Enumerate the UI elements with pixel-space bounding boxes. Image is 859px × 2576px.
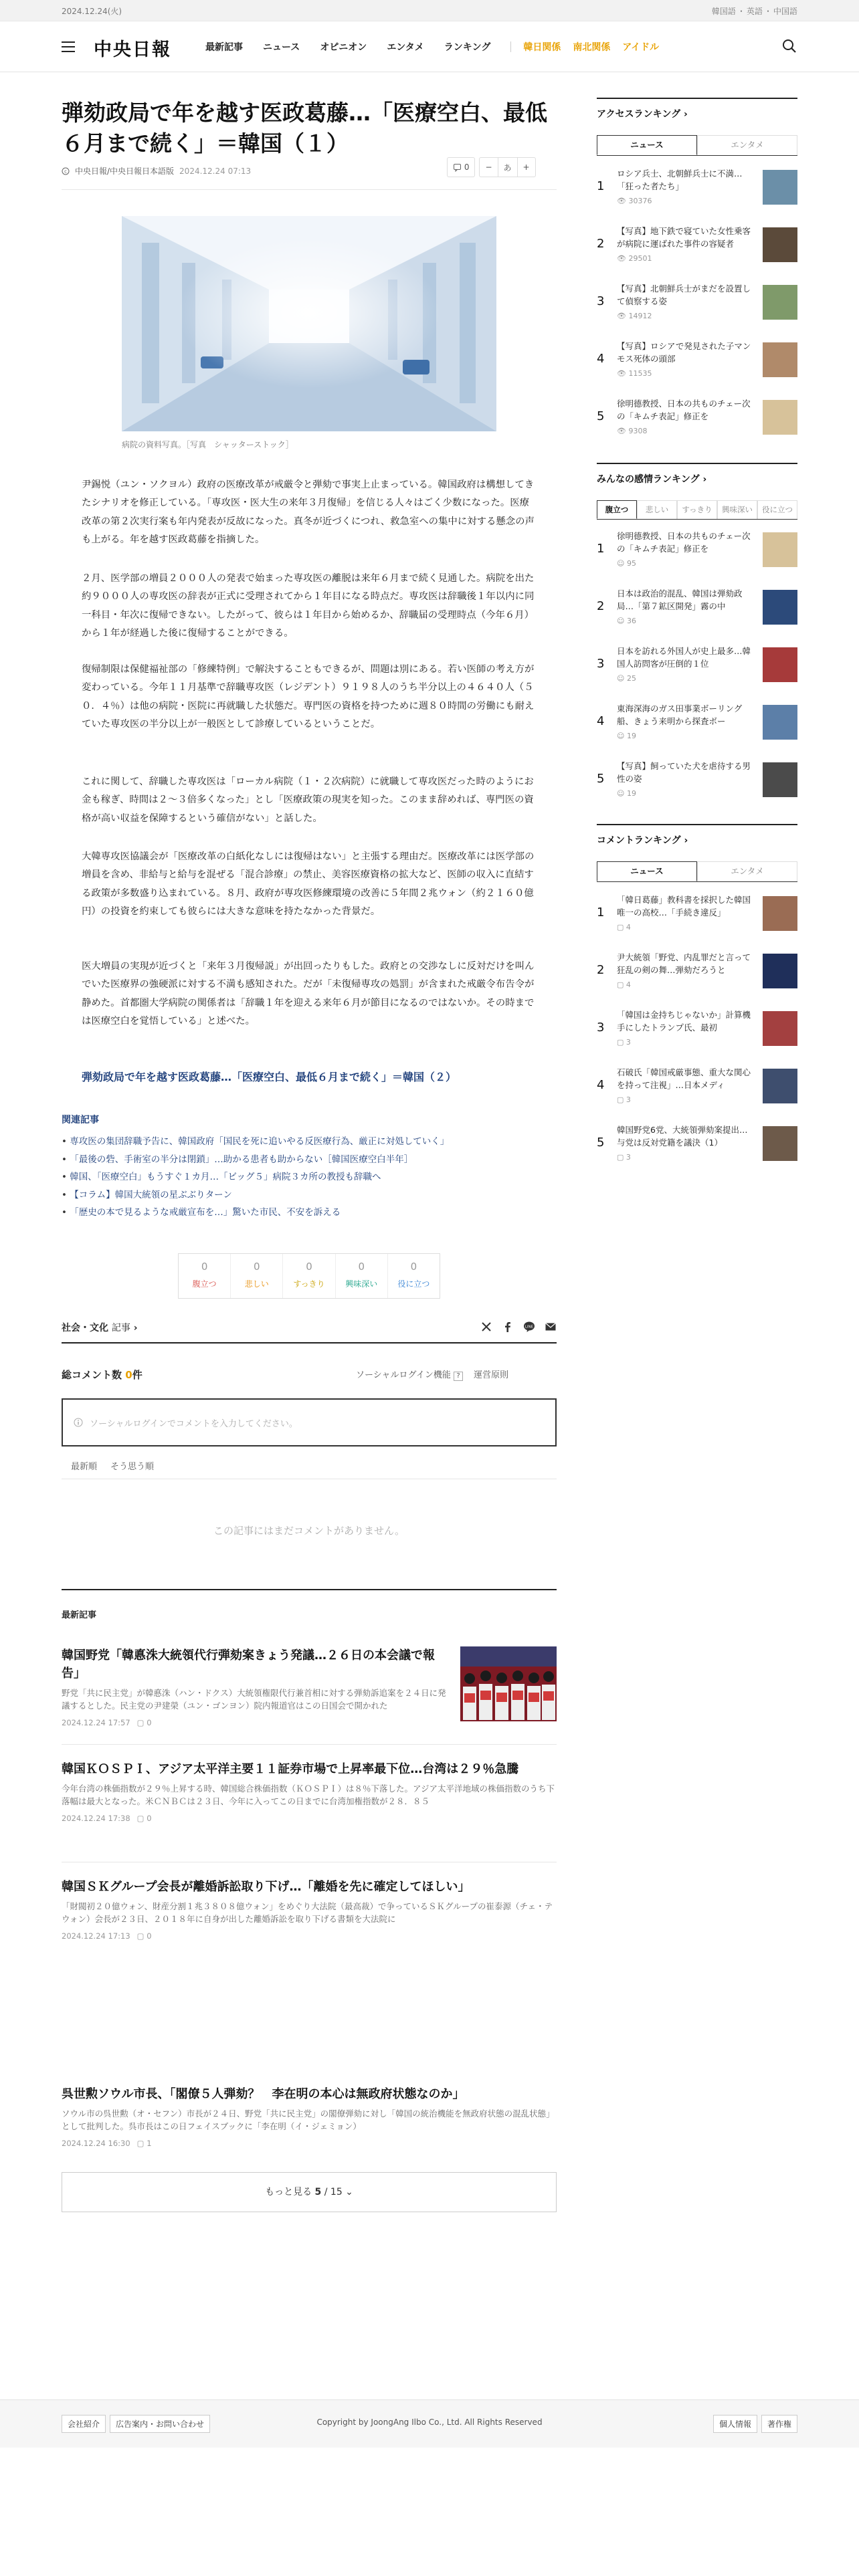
ranking-item[interactable]: 3 日本を訪れる外国人が史上最多…韓国人訪問客が圧倒的１位 ☺ 25 (597, 642, 797, 689)
article-paragraph: 医大増員の実現が近づくと「来年３月復帰説」が出回ったりもした。政府との交渉なしに反対だけを叫んでいた医療界の強硬派に対する不満も感知された。だが「未復帰専攻の処罰」が含まれた戒厳令布告令が静めた。首都圏大学病院の関係者は「辞職１年を迎える来年６月が節目になるのではないか。その時までは医療空白を覚悟している」と述べた。 (82, 961, 535, 1027)
tab-relieved[interactable]: すっきり (677, 500, 717, 519)
article-paragraph: 尹錫悦（ユン・ソクヨル）政府の医療改革が戒厳令と弾劾で事実上止まっている。韓国政府は構想してきたシナリオを修正している。「専攻医・医大生の来年３月復帰」を信じる人々はごく少数になった。医療改革の第２次実行案も年内発表が反故になった。真冬が近づくにつれ、救急室への集中に対する懸念の声も上がる。年を越す医政葛藤を指摘した。 (82, 479, 535, 546)
latest-article-summary: 「財閥初２０億ウォン、財産分割１兆３８０８億ウォン」をめぐり大法院（最高裁）で争っているＳＫグループの崔泰源（チェ・テウォン）会長が２３日、２０１８年に自身が出した離婚訴訟を取り下げる書類を大法院に (62, 1901, 553, 1925)
comment-icon: ▢ 0 (136, 1931, 152, 1941)
comment-icon: ▢ 1 (136, 2138, 152, 2148)
reaction-panel (178, 1253, 440, 1299)
info-icon (74, 1418, 83, 1427)
ranking-item[interactable]: 4 【写真】ロシアで発見された子マンモス死体の頭部 👁 11535 (597, 337, 797, 384)
ranking-item[interactable]: 1 徐明德教授、日本の共ものチェー次の「キムチ表記」修正を ☺ 95 (597, 527, 797, 574)
latest-article-headline: 韓国ＫＯＳＰＩ、アジア太平洋主要１１証券市場で上昇率最下位…台湾は２９％急騰 (62, 1762, 519, 1776)
comment-placeholder: ソーシャルログインでコメントを入力してください。 (90, 1418, 298, 1429)
latest-divider (62, 1744, 557, 1745)
article-paragraph: これに関して、辞職した専攻医は「ローカル病院（１・２次病院）に就職して専攻医だった時のようにお金も稼ぎ、時間は２〜３倍多くなった」とし「医療政策の現実を知った。このまま辞めれば、専門医の資格が高い収益を保障するという確信がない」と話した。 (82, 776, 534, 824)
language-links: 韓国語 ・ 英語 ・ 中国語 (711, 7, 797, 16)
latest-article[interactable]: 韓国ＫＯＳＰＩ、アジア太平洋主要１１証券市場で上昇率最下位…台湾は２９％急騰 今年台湾の株価指数が２９％上昇する時、韓国総合株価指数（ＫＯＳＰＩ）は８％下落した。アジア太平洋地域の株価指数のうち下落幅は最大となった。米ＣＮＢＣは２３日、今年に入ってこの日までに台湾加権指数が２８．８５ 2024.12.24 17:38 ▢ 0 (62, 1760, 557, 1823)
comment-input[interactable] (62, 1398, 557, 1446)
latest-article-headline: 韓国野党「韓悳洙大統領代行弾劾案きょう発議…２６日の本会議で報告」 (62, 1648, 435, 1681)
sort-agree[interactable]: そう思う順 (110, 1462, 155, 1472)
tab-interesting[interactable]: 興味深い (717, 500, 757, 519)
reaction-sad-button[interactable]: 0 悲しい (231, 1254, 283, 1298)
ranking-item[interactable]: 3 「韓国は金持ちじゃないか」計算機手にしたトランプ氏、最初 ▢ 3 (597, 1006, 797, 1053)
reaction-useful-button[interactable]: 0 役に立つ (397, 1261, 430, 1289)
lang-korean[interactable]: 韓国語 (711, 7, 736, 16)
font-size-control (479, 157, 535, 177)
related-link[interactable]: 韓国、「医療空白」もうすぐ１カ月…「ビッグ５」病院３カ所の教授も辞職へ (70, 1172, 381, 1183)
article-title: 弾劾政局で年を越す医政葛藤…「医療空白、最低６月まで続く」＝韓国（１） (62, 100, 547, 156)
tab-sad[interactable]: 悲しい (637, 500, 677, 519)
related-link[interactable]: 「最後の砦、手術室の半分は閉鎖」…助かる患者も助からない［韓国医療空白半年］ (70, 1154, 413, 1165)
nav-ranking[interactable]: ランキング (444, 42, 491, 53)
latest-article[interactable]: 呉世勲ソウル市長、「閣僚５人弾劾？ 李在明の本心は無政府状態なのか」 ソウル市の呉世勲（オ・セフン）市長が２４日、野党「共に民主党」の閣僚弾劾に対し「韓国の統治機能を無政府状態の混乱状態」として批判した。呉市長はこの日フェイスブックに「李在明（イ・ジェミョン） 2024.12.24 16:30 ▢ 1 (62, 2085, 557, 2148)
nav-korea-japan[interactable]: 韓日関係 (523, 42, 561, 53)
no-comments-message: この記事にはまだコメントがありません。 (213, 1525, 405, 1537)
article-photo (122, 216, 496, 431)
svg-text:LINE: LINE (524, 1325, 534, 1329)
latest-article[interactable]: 韓国野党「韓悳洙大統領代行弾劾案きょう発議…２６日の本会議で報告」 野党「共に民主党」が韓悳洙（ハン・ドクス）大統領権限代行兼首相に対する弾劾訴追案を２４日に発議するとした。民主党の尹建榮（ユン・ゴンヨン）院内報道官はこの日国会で開かれた 2024.12.24 17:57 ▢ 0 (62, 1646, 557, 1727)
copyright-text: Copyright by JoongAng Ilbo Co., Ltd. All Rights Reserved (316, 2418, 543, 2427)
nav-entertainment[interactable]: エンタメ (387, 42, 424, 53)
svg-text:c: c (64, 169, 67, 175)
nav-opinion[interactable]: オピニオン (320, 42, 367, 53)
related-list (62, 1133, 449, 1222)
comment-count-button[interactable]: 0 (447, 157, 475, 177)
related-title: 関連記事 (62, 1115, 99, 1125)
emotion-ranking-title[interactable]: みんなの感情ランキング › (597, 474, 707, 485)
related-link[interactable]: 専攻医の集団辞職予告に、韓国政府「国民を死に追いやる反医療行為、厳正に対処していく」 (70, 1136, 450, 1147)
copyright-icon (62, 167, 70, 175)
comment-ranking-title[interactable]: コメントランキング › (597, 835, 688, 846)
today-date: 2024.12.24(火) (62, 7, 122, 16)
related-link[interactable]: 「歴史の本で見るような戒厳宣布を…」驚いた市民、不安を訴える (70, 1207, 341, 1218)
tab-entertainment[interactable]: エンタメ (697, 135, 797, 155)
footer-privacy-link[interactable]: 個人情報 (713, 2415, 757, 2433)
category-link[interactable]: 社会・文化 記事 › (62, 1323, 138, 1333)
ranking-item[interactable]: 5 【写真】飼っていた犬を虐待する男性の姿 ☺ 19 (597, 757, 797, 804)
reaction-relieved-button[interactable]: 0 すっきり (283, 1254, 335, 1298)
article-paragraph: 復帰制限は保健福祉部の「修練特例」で解決することもできるが、問題は別にある。若い医師の考え方が変わっている。今年１１月基準で辞職専攻医（レジデント）９１９８人のうち半分以上の４６４０人（５０．４％）は他の病院・医院に再就職した状態だ。専門医の資格を持つために週８０時間の労働にも耐えていた専攻医の半分以上が一般医として診療しているということだ。 (82, 664, 535, 730)
line-share-icon[interactable] (523, 1321, 535, 1333)
comment-icon: ▢ 0 (136, 1813, 152, 1823)
nav-latest[interactable]: 最新記事 (205, 42, 243, 53)
latest-article-thumbnail (460, 1646, 557, 1721)
footer-company-link[interactable]: 会社紹介 (62, 2415, 106, 2433)
latest-article-summary: 野党「共に民主党」が韓悳洙（ハン・ドクス）大統領権限代行兼首相に対する弾劾訴追案を２４日に発議するとした。民主党の尹建榮（ユン・ゴンヨン）院内報道官はこの日国会で開かれた (62, 1688, 446, 1711)
tab-useful[interactable]: 役に立つ (757, 500, 797, 519)
latest-article-headline: 呉世勲ソウル市長、「閣僚５人弾劾？ 李在明の本心は無政府状態なのか」 (62, 2087, 465, 2101)
nav-divider (510, 41, 511, 52)
article-datetime: 2024.12.24 07:13 (179, 166, 252, 176)
comment-icon (453, 163, 462, 172)
share-buttons (480, 1321, 557, 1333)
ranking-item[interactable]: 1 ロシア兵士、北朝鮮兵士に不満…「狂った者たち」 👁 30376 (597, 165, 797, 211)
article-paragraph: ２月、医学部の増員２０００人の発表で始まった専攻医の離脱は来年６月まで続く見通した。病院を出た約９０００人の専攻医の辞表が正式に受理されてから１年目になる時点だ。専攻医は辞職後１年以内に同一科目・年次に復帰できない。したがって、彼らは１年目から始めるか、辞職届の受理時点（今年６月）から１年が経過した後に復帰することができる。 (82, 573, 535, 639)
reaction-angry-button[interactable]: 0 腹立つ (179, 1254, 231, 1298)
x-share-icon[interactable] (480, 1321, 492, 1333)
latest-article[interactable]: 韓国ＳＫグループ会長が離婚訴訟取り下げ…「離婚を先に確定してほしい」 「財閥初２０億ウォン、財産分割１兆３８０８億ウォン」をめぐり大法院（最高裁）で争っているＳＫグループの崔泰源（チェ・テウォン）会長が２３日、２０１８年に自身が出した離婚訴訟を取り下げる書類を大法院に 2024.12.24 17:13 ▢ 0 (62, 1878, 557, 1941)
latest-divider (62, 1589, 557, 1590)
comments-header (62, 1368, 557, 1382)
ranking-item[interactable]: 5 韓国野党6党、大統領弾劾案提出…与党は反対党籍を議決（1） ▢ 3 (597, 1121, 797, 1168)
sort-newest[interactable]: 最新順 (71, 1462, 98, 1472)
photo-caption: 病院の資料写真。［写真 シャッターストック］ (122, 440, 294, 449)
access-ranking-title[interactable]: アクセスランキング › (597, 109, 688, 120)
tab-news[interactable]: ニュース (597, 135, 697, 155)
comment-icon: ▢ 0 (136, 1717, 152, 1727)
next-part-link[interactable]: 弾劾政局で年を越す医政葛藤…「医療空白、最低６月まで続く」＝韓国（２） (82, 1071, 457, 1083)
nav-north-south[interactable]: 南北関係 (573, 42, 611, 53)
font-increase-button[interactable]: + (517, 158, 535, 177)
reaction-interesting-button[interactable]: 0 興味深い (336, 1254, 388, 1298)
social-login-label: ソーシャルログイン機能 ? (356, 1368, 463, 1382)
footer (0, 2399, 859, 2448)
search-icon[interactable] (781, 39, 797, 55)
comment-policy-link[interactable]: 運営原則 (473, 1370, 508, 1380)
ranking-item[interactable]: 2 尹大統領「野党、内乱罪だと言って狂乱の剣の舞…弾劾だろうと ▢ 4 (597, 948, 797, 995)
font-size-label: あ (498, 158, 517, 177)
category-row (62, 1321, 557, 1344)
comments-total: 総コメント数 0件 (62, 1369, 142, 1381)
font-decrease-button[interactable]: − (485, 163, 492, 172)
latest-title: 最新記事 (62, 1610, 97, 1620)
lang-english[interactable]: 英語 (746, 7, 763, 16)
facebook-share-icon[interactable] (502, 1321, 514, 1333)
nav-idol[interactable]: アイドル (622, 42, 660, 53)
top-bar (0, 0, 859, 21)
nav-news[interactable]: ニュース (263, 42, 300, 53)
comment-sort (71, 1459, 154, 1472)
main-nav (205, 40, 671, 53)
load-more-button[interactable]: もっと見る 5 / 15 ⌄ (62, 2172, 557, 2212)
ranking-item[interactable]: 3 【写真】北朝鮮兵士がまだを設置して偵察する姿 👁 14912 (597, 280, 797, 326)
ranking-item[interactable]: 5 徐明德教授、日本の共ものチェー次の「キムチ表記」修正を 👁 9308 (597, 395, 797, 441)
main-header (0, 21, 859, 72)
ranking-item[interactable]: 4 東海深海のガス田事業ボーリング船、きょう来明から探査ボー ☺ 19 (597, 700, 797, 746)
tab-news[interactable]: ニュース (597, 861, 697, 881)
tab-angry[interactable]: 腹立つ (597, 500, 637, 519)
footer-ad-link[interactable]: 広告案内・お問い合わせ (110, 2415, 210, 2433)
header-divider (62, 189, 557, 190)
latest-article-summary: ソウル市の呉世勲（オ・セフン）市長が２４日、野党「共に民主党」の閣僚弾劾に対し「韓国の統治機能を無政府状態の混乱状態」として批判した。呉市長はこの日フェイスブックに「李在明（イ・ジェミョン） (62, 2109, 555, 2132)
tab-entertainment[interactable]: エンタメ (697, 861, 797, 881)
lang-chinese[interactable]: 中国語 (773, 7, 797, 16)
mail-share-icon[interactable] (545, 1321, 557, 1333)
ranking-item[interactable]: 1 「韓日葛藤」教科書を採択した韓国唯一の高校…「手続き違反」 ▢ 4 (597, 891, 797, 938)
site-logo[interactable]: 中央日報 (94, 39, 171, 60)
article-paragraph: 大韓専攻医協議会が「医療改革の白紙化なしには復帰はない」と主張する理由だ。医療改革には医学部の増員を含め、非給与と給与を混ぜる「混合診療」の禁止、美容医療資格の拡大など、医師の収入に直結する政策が多数盛り込まれている。８月、政府が専攻医修練環境の改善に５年間２兆ウォン（約２１６０億円）の投資を約束しても彼らには大きな意味を持たなかった背景だ。 (82, 851, 535, 918)
article-tools (447, 157, 536, 177)
help-icon[interactable]: ? (454, 1372, 463, 1381)
article-source: 中央日報/中央日報日本語版 (75, 167, 175, 176)
related-link[interactable]: 【コラム】韓国大統領の星ぶぶりターン (70, 1189, 232, 1200)
latest-article-headline: 韓国ＳＫグループ会長が離婚訴訟取り下げ…「離婚を先に確定してほしい」 (62, 1880, 470, 1894)
byline (62, 165, 251, 177)
footer-copyright-link[interactable]: 著作権 (761, 2415, 797, 2433)
latest-article-summary: 今年台湾の株価指数が２９％上昇する時、韓国総合株価指数（ＫＯＳＰＩ）は８％下落した。アジア太平洋地域の株価指数のうち下落幅は最大となった。米ＣＮＢＣは２３日、今年に入ってこの日までに台湾加権指数が２８．８５ (62, 1784, 555, 1807)
ranking-item[interactable]: 2 日本は政治的混乱、韓国は弾劾政局…「第７鉱区開発」霧の中 ☺ 36 (597, 584, 797, 631)
ranking-item[interactable]: 2 【写真】地下鉄で寝ていた女性乗客が病院に運ばれた事件の容疑者 👁 29501 (597, 222, 797, 269)
menu-icon[interactable] (62, 41, 75, 52)
ranking-item[interactable]: 4 石破氏「韓国戒厳事態、重大な関心を持って注視」…日本メディ ▢ 3 (597, 1063, 797, 1110)
